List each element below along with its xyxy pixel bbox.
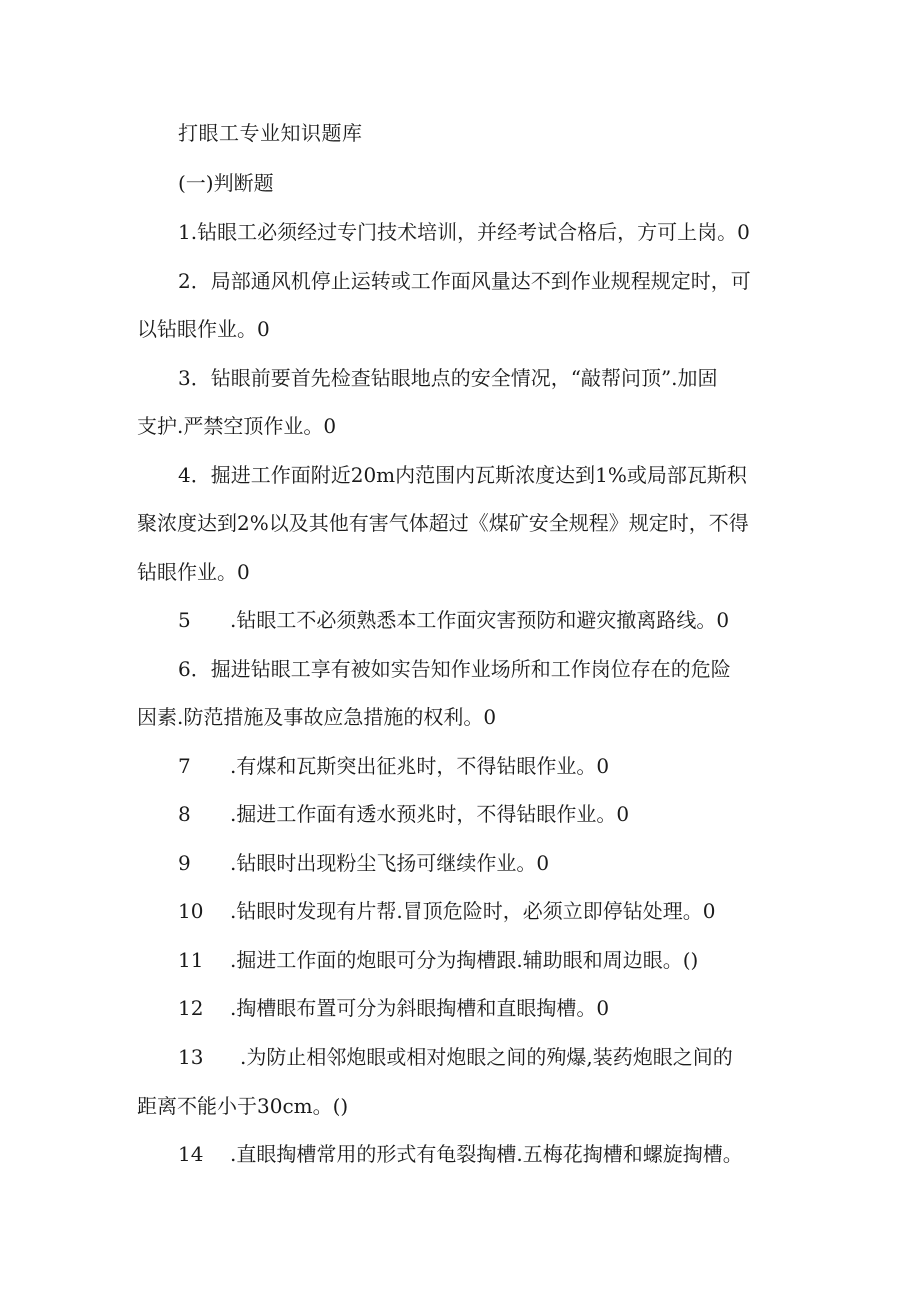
document-title: 打眼工专业知识题库 xyxy=(178,121,363,145)
question-4-line-3: 钻眼作业。0 xyxy=(137,560,250,584)
question-10-number: 10 xyxy=(178,899,204,923)
question-14-text: .直眼掏槽常用的形式有龟裂掏槽.五梅花掏槽和螺旋掏槽。 xyxy=(230,1142,743,1166)
question-6-line-2: 因素.防范措施及事故应急措施的权利。0 xyxy=(137,705,497,729)
question-4-line-1: 4．掘进工作面附近20m内范围内瓦斯浓度达到1%或局部瓦斯积 xyxy=(178,463,747,487)
question-4-line-2: 聚浓度达到2%以及其他有害气体超过《煤矿安全规程》规定时，不得 xyxy=(137,511,749,535)
question-5-text: .钻眼工不必须熟悉本工作面灾害预防和避灾撤离路线。0 xyxy=(230,608,730,632)
question-9-number: 9 xyxy=(178,851,191,875)
question-3-line-1: 3．钻眼前要首先检查钻眼地点的安全情况，“敲帮问顶”.加固 xyxy=(178,366,718,390)
question-10-text: .钻眼时发现有片帮.冒顶危险时，必须立即停钻处理。0 xyxy=(230,899,716,923)
question-13-text: .为防止相邻炮眼或相对炮眼之间的殉爆,装药炮眼之间的 xyxy=(240,1045,733,1069)
question-7-text: .有煤和瓦斯突出征兆时，不得钻眼作业。0 xyxy=(230,754,610,778)
question-9-text: .钻眼时出现粉尘飞扬可继续作业。0 xyxy=(230,851,550,875)
question-11-number: 11 xyxy=(178,948,204,972)
question-3-line-2: 支护.严禁空顶作业。0 xyxy=(137,414,337,438)
question-13-line-2: 距离不能小于30cm。() xyxy=(137,1094,349,1118)
question-11-text: .掘进工作面的炮眼可分为掏槽跟.辅助眼和周边眼。() xyxy=(230,948,699,972)
question-2-line-1: 2．局部通风机停止运转或工作面风量达不到作业规程规定时，可 xyxy=(178,269,751,293)
question-1: 1.钻眼工必须经过专门技术培训，并经考试合格后，方可上岗。0 xyxy=(178,220,750,244)
question-8-number: 8 xyxy=(178,802,191,826)
question-12-text: .掏槽眼布置可分为斜眼掏槽和直眼掏槽。0 xyxy=(230,996,610,1020)
question-7-number: 7 xyxy=(178,754,191,778)
section-heading: (一)判断题 xyxy=(178,171,274,195)
question-6-line-1: 6．掘进钻眼工享有被如实告知作业场所和工作岗位存在的危险 xyxy=(178,657,731,681)
question-13-number: 13 xyxy=(178,1045,204,1069)
question-2-line-2: 以钻眼作业。0 xyxy=(137,317,270,341)
question-8-text: .掘进工作面有透水预兆时，不得钻眼作业。0 xyxy=(230,802,630,826)
question-14-number: 14 xyxy=(178,1142,204,1166)
question-5-number: 5 xyxy=(178,608,191,632)
question-12-number: 12 xyxy=(178,996,204,1020)
